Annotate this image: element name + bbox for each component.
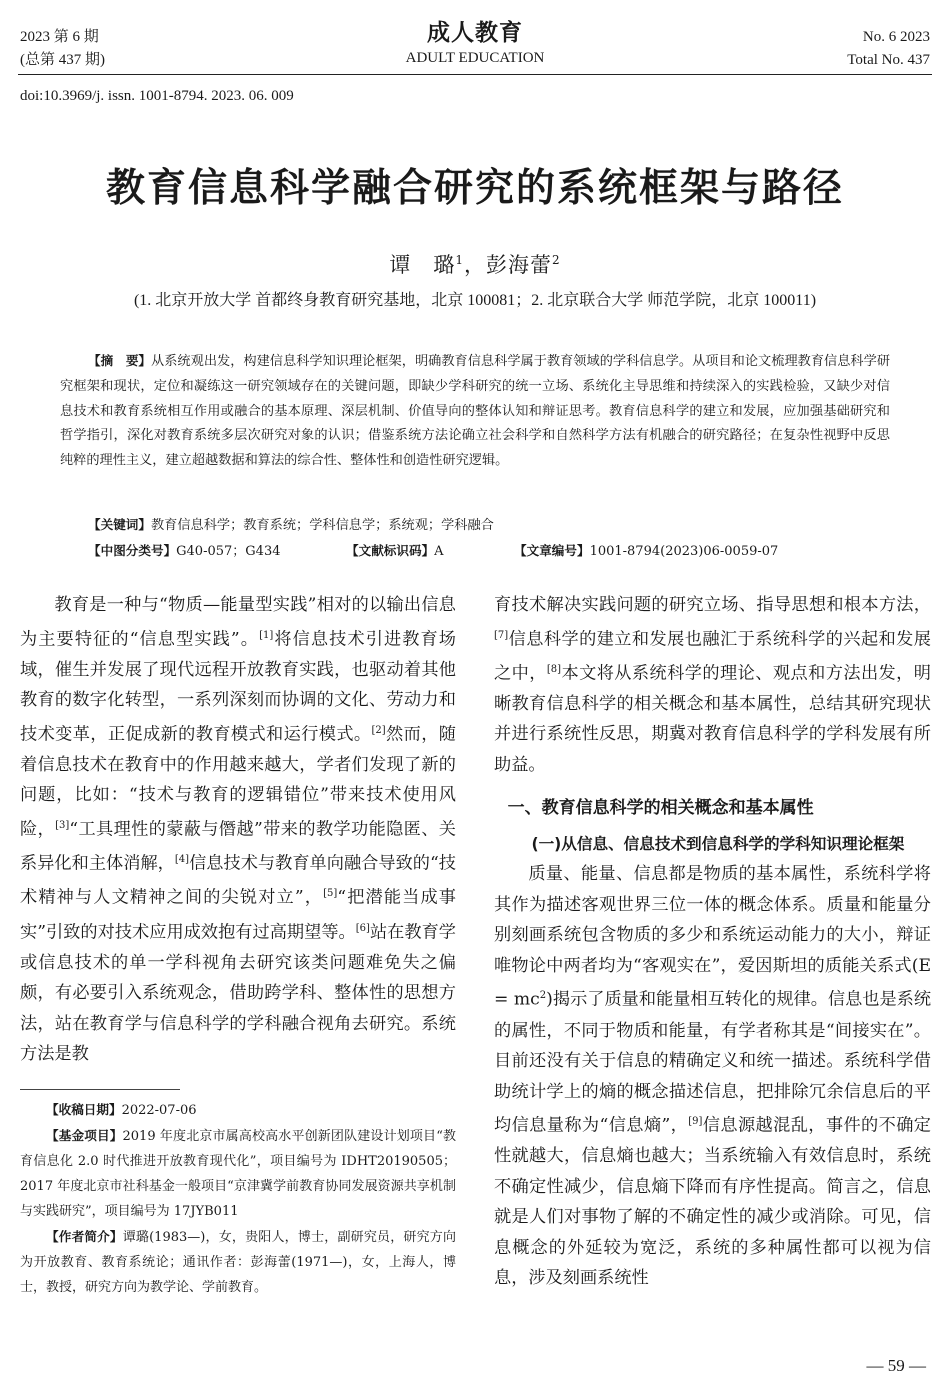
article-number-label: 【文章编号】 <box>514 543 590 558</box>
affiliations: (1. 北京开放大学 首都终身教育研究基地，北京 100081；2. 北京联合大学 师范学院，北京 100011) <box>133 292 817 309</box>
body-right-column <box>494 590 931 1294</box>
classification-line <box>88 539 908 564</box>
body-left-column <box>20 590 456 1070</box>
paragraph: 育技术解决实践问题的研究立场、指导思想和根本方法，[7]信息科学的建立和发展也融汇于系统科学的兴起和发展之中，[8]本文将从系统科学的理论、观点和方法出发，明晰教育信息科学的相关概念和基本属性，总结其研究现状并进行系统性反思，期冀对教育信息科学的学科发展有所助益。 <box>494 595 931 775</box>
page-number: — 59 — <box>866 1356 926 1375</box>
keywords-text: 教育信息科学；教育系统；学科信息学；系统观；学科融合 <box>150 518 494 533</box>
superscript: 2 <box>539 990 547 1002</box>
doc-code-label: 【文献标识码】 <box>346 543 435 558</box>
journal-name-en: ADULT EDUCATION <box>405 50 545 66</box>
article-number: 1001-8794(2023)06-0059-07 <box>589 544 779 559</box>
fund-info: 【基金项目】2019 年度北京市属高校高水平创新团队建设计划项目“教育信息化 2.0 时代推进开放教育现代化”，项目编号为 IDHT20190505；2017 年度北京市社科基金一般项目“京津冀学前教育协同发展资源共享机制与实践研究”，项目编号为 17JYB011 <box>20 1128 456 1219</box>
author-separator: ， <box>464 253 486 277</box>
author-1: 谭 璐 <box>389 253 456 277</box>
keywords <box>88 513 888 538</box>
header-divider <box>18 74 932 75</box>
citation[interactable]: [8] <box>546 663 562 675</box>
citation[interactable]: [2] <box>371 724 386 736</box>
journal-masthead <box>0 18 950 68</box>
citation[interactable]: [5] <box>323 888 338 900</box>
received-date: 【收稿日期】2022-07-06 <box>46 1102 197 1118</box>
section-heading: 一、教育信息科学的相关概念和基本属性 <box>507 798 814 819</box>
citation[interactable]: [9] <box>688 1116 703 1128</box>
issue-number-cn: 2023 第 6 期 <box>20 29 99 45</box>
article-title: 教育信息科学融合研究的系统框架与路径 <box>105 165 844 211</box>
doi[interactable]: doi:10.3969/j. issn. 1001-8794. 2023. 06. 009 <box>20 88 294 104</box>
clc-label: 【中图分类号】 <box>88 543 177 558</box>
abstract-label: 【摘 要】 <box>88 353 152 368</box>
citation[interactable]: [4] <box>174 854 190 866</box>
keywords-label: 【关键词】 <box>88 517 151 532</box>
paragraph: 教育是一种与“物质—能量型实践”相对的以输出信息为主要特征的“信息型实践”。[1]将信息技术引进教育场域，催生并发展了现代远程开放教育实践，也驱动着其他教育的数字化转型，一系列深刻而协调的文化、劳动力和技术变革，正促成新的教育模式和运行模式。[2]然而，随着信息技术在教育中的作用越来越大，学者们发现了新的问题，比如：“技术与教育的逻辑错位”带来技术使用风险，[3]“工具理性的蒙蔽与僭越”带来的教学功能隐匿、关系异化和主体消解，[4]信息技术与教育单向融合导致的“技术精神与人文精神之间的尖锐对立”，[5]“把潜能当成事实”引致的对技术应用成效抱有过高期望等。[6]站在教育学或信息技术的单一学科视角去研究该类问题难免失之偏颇，有必要引入系统观念，借助跨学科、整体性的思想方法，站在教育学与信息科学的学科融合视角去研究。系统方法是教 <box>20 595 456 1065</box>
total-number-cn: (总第 437 期) <box>20 52 105 68</box>
citation[interactable]: [6] <box>355 922 370 934</box>
journal-name-cn: 成人教育 <box>427 20 523 46</box>
author-bio: 【作者简介】谭璐(1983—)，女，贵阳人，博士，副研究员，研究方向为开放教育、教育系统论；通讯作者：彭海蕾(1971—)，女，上海人，博士，教授，研究方向为教学论、学前教育。 <box>20 1229 456 1295</box>
citation[interactable]: [1] <box>259 629 274 641</box>
author-2-affil-mark: 2 <box>552 253 561 267</box>
total-number-en: Total No. 437 <box>847 52 930 68</box>
doc-code: A <box>434 544 444 559</box>
footnotes <box>20 1097 456 1300</box>
citation[interactable]: [3] <box>55 819 70 831</box>
paragraph: 质量、能量、信息都是物质的基本属性，系统科学将其作为描述客观世界三位一体的概念体系。质量和能量分别刻画系统包含物质的多少和系统运动能力的大小，辩证唯物论中两者均为“客观实在”，爱因斯坦的质能关系式$(E = mc^2)$揭示了质量和能量相互转化的规律。信息也是系统的属性，不同于物质和能量，有学者称其是“间接实在”。目前还没有关于信息的精确定义和统一描述。系统科学借助统计学上的熵的概念描述信息，把排除冗余信息后的平均信息量称为“信息熵”，[9]信息源越混乱，事件的不确定性就越大，信息熵也越大；当系统输入有效信息时，系统不确定性减少，信息熵下降而有序性提高。简言之，信息就是人们对事物了解的不确定性的减少或消除。可见，信息概念的外延较为宽泛，系统的多种属性都可以视为信息，涉及刻画系统性 <box>494 864 932 1289</box>
subsection-heading: (一)从信息、信息技术到信息科学的学科知识理论框架 <box>531 835 905 854</box>
clc-number: G40-057；G434 <box>176 544 281 559</box>
footnote-divider <box>20 1089 180 1090</box>
issue-number-en: No. 6 2023 <box>862 29 930 45</box>
author-1-affil-mark: 1 <box>455 253 464 267</box>
citation[interactable]: [7] <box>494 629 509 641</box>
author-line <box>0 244 950 281</box>
abstract <box>60 349 890 474</box>
abstract-text: 从系统观出发，构建信息科学知识理论框架，明确教育信息科学属于教育领域的学科信息学。从项目和论文梳理教育信息科学研究框架和现状，定位和凝练这一研究领域存在的关键问题，即缺少学科研究的统一立场、系统化主导思维和持续深入的实践检验，又缺少对信息技术和教育系统相互作用或融合的基本原理、深层机制、价值导向的整体认知和辩证思考。教育信息科学的建立和发展，应加强基础研究和哲学指引，深化对教育系统多层次研究对象的认识；借鉴系统方法论确立社会科学和自然科学方法有机融合的研究路径；在复杂性视野中反思纯粹的理性主义，建立超越数据和算法的综合性、整体性和创造性研究逻辑。 <box>60 354 891 469</box>
header-issue-right <box>847 26 930 72</box>
author-2: 彭海蕾 <box>486 253 552 277</box>
